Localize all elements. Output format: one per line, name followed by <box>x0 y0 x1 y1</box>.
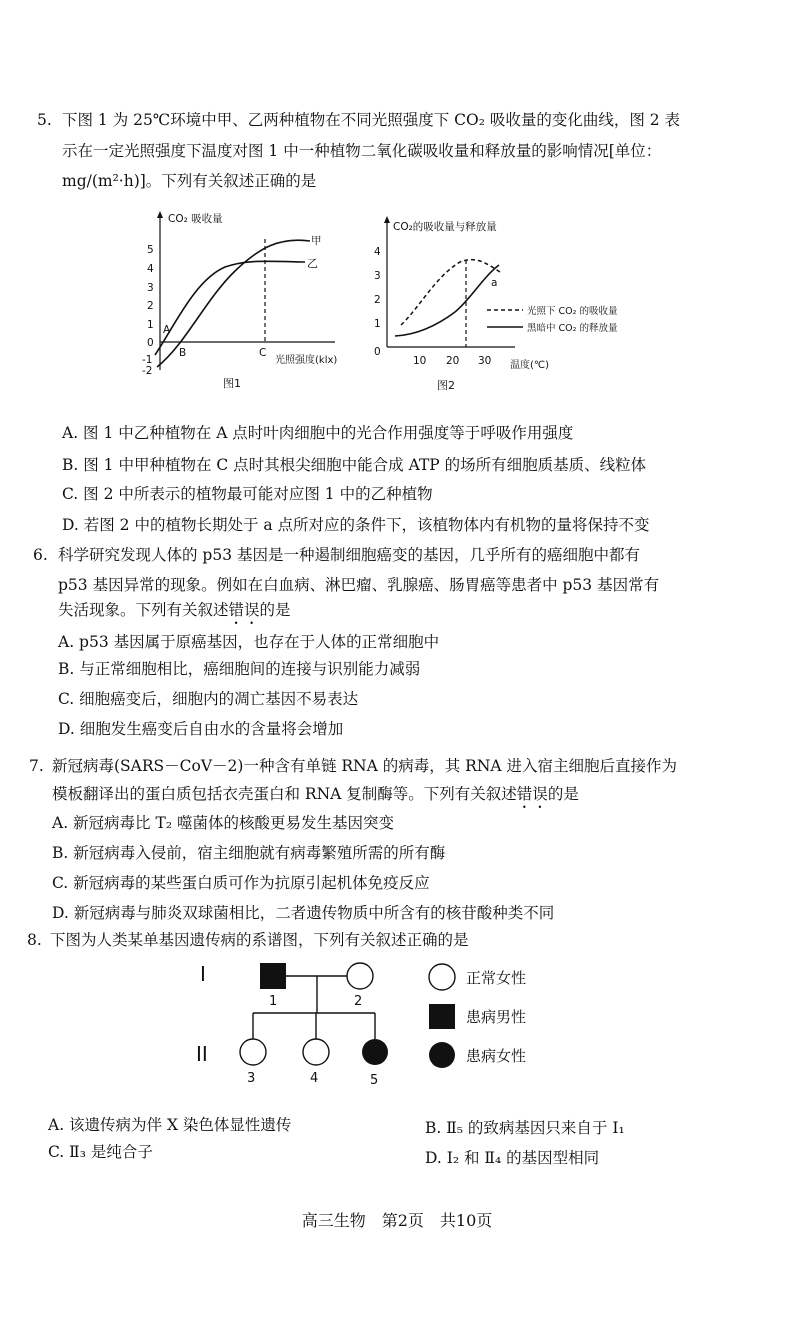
q6-emphasis-word: 错误 <box>228 601 260 619</box>
fig2-ytick: 1 <box>374 318 381 330</box>
figure-1-caption: 图1 <box>223 377 241 390</box>
question-5-stem-line-3: mg/(m²·h)]。下列有关叙述正确的是 <box>62 172 317 190</box>
legend-normal-female-symbol <box>429 964 455 990</box>
question-6-option-a: A. p53 基因属于原癌基因，也存在于人体的正常细胞中 <box>58 633 440 651</box>
figure-2-caption: 图2 <box>437 379 455 392</box>
person-ii-3-normal-female <box>240 1039 266 1065</box>
question-5-number: 5. <box>37 111 52 129</box>
fig2-legend-dashed: 光照下 CO₂ 的吸收量 <box>527 306 618 317</box>
question-5-option-a: A. 图 1 中乙种植物在 A 点时叶肉细胞中的光合作用强度等于呼吸作用强度 <box>62 424 574 442</box>
q7-line2-prefix: 模板翻译出的蛋白质包括衣壳蛋白和 RNA 复制酶等。下列有关叙述 <box>52 785 517 803</box>
fig1-label-jia: 甲 <box>311 235 322 247</box>
fig2-ytick: 3 <box>374 270 381 282</box>
generation-label-i: I <box>200 962 206 986</box>
q6-line3-prefix: 失活现象。下列有关叙述 <box>58 601 229 619</box>
question-7-option-d: D. 新冠病毒与肺炎双球菌相比，二者遗传物质中所含有的核苷酸种类不同 <box>52 904 555 922</box>
question-7-stem-line-1: 新冠病毒(SARS－CoV－2)一种含有单链 RNA 的病毒，其 RNA 进入宿主细胞后直接作为 <box>52 757 678 775</box>
person-ii-5-affected-female <box>362 1039 388 1065</box>
question-7-option-a: A. 新冠病毒比 T₂ 噬菌体的核酸更易发生基因突变 <box>52 814 394 832</box>
fig2-dark-release-curve <box>395 265 499 336</box>
question-6-stem-line-3 <box>58 599 291 628</box>
fig2-xtick: 30 <box>478 355 492 367</box>
legend-normal-female: 正常女性 <box>466 969 527 987</box>
question-7-stem-line-2 <box>52 783 579 812</box>
person-i-2-normal-female <box>347 963 373 989</box>
question-5-stem-line-1: 下图 1 为 25℃环境中甲、乙两种植物在不同光照强度下 CO₂ 吸收量的变化曲线，图 2 表 <box>62 111 681 129</box>
fig2-ytick: 4 <box>374 246 381 258</box>
question-6-option-c: C. 细胞癌变后，细胞内的凋亡基因不易表达 <box>58 690 359 708</box>
fig2-ytick: 0 <box>374 346 381 358</box>
question-6-stem-line-1: 科学研究发现人体的 p53 基因是一种遏制细胞癌变的基因，几乎所有的癌细胞中都有 <box>58 546 641 564</box>
question-8-option-a: A. 该遗传病为伴 X 染色体显性遗传 <box>48 1116 292 1134</box>
question-6-option-b: B. 与正常细胞相比，癌细胞间的连接与识别能力减弱 <box>58 660 421 678</box>
question-5-option-b: B. 图 1 中甲种植物在 C 点时其根尖细胞中能合成 ATP 的场所有细胞质基质、线粒体 <box>62 456 647 474</box>
question-7-option-c: C. 新冠病毒的某些蛋白质可作为抗原引起机体免疫反应 <box>52 874 430 892</box>
question-7-option-b: B. 新冠病毒入侵前，宿主细胞就有病毒繁殖所需的所有酶 <box>52 844 446 862</box>
question-6-option-d: D. 细胞发生癌变后自由水的含量将会增加 <box>58 720 344 738</box>
pedigree-chart <box>190 955 590 1090</box>
legend-affected-female-symbol <box>429 1042 455 1068</box>
person-number: 4 <box>310 1071 319 1086</box>
fig1-ytick: 5 <box>147 244 154 256</box>
person-number: 2 <box>354 994 363 1009</box>
figure-2-xlabel: 温度(℃) <box>510 360 550 371</box>
fig1-point-a: A <box>163 324 171 336</box>
question-5-option-c: C. 图 2 中所表示的植物最可能对应图 1 中的乙种植物 <box>62 485 433 503</box>
fig2-xtick: 20 <box>446 355 460 367</box>
question-7-number: 7. <box>29 757 44 775</box>
question-8-stem: 下图为人类某单基因遗传病的系谱图，下列有关叙述正确的是 <box>50 931 469 949</box>
question-8-number: 8. <box>27 931 42 949</box>
figure-1-chart <box>135 205 340 395</box>
fig1-ytick: 3 <box>147 282 154 294</box>
fig1-point-b: B <box>179 347 187 359</box>
legend-affected-male-symbol <box>429 1004 455 1029</box>
question-8-option-b: B. Ⅱ₅ 的致病基因只来自于 Ⅰ₁ <box>425 1119 625 1137</box>
person-number: 5 <box>370 1073 379 1088</box>
fig1-ytick: 2 <box>147 300 154 312</box>
question-5-stem-line-2: 示在一定光照强度下温度对图 1 中一种植物二氧化碳吸收量和释放量的影响情况[单位： <box>62 142 662 160</box>
person-number: 3 <box>247 1071 256 1086</box>
page-footer: 高三生物 第2页 共10页 <box>301 1211 493 1230</box>
person-i-1-affected-male <box>260 963 286 989</box>
question-6-number: 6. <box>33 546 48 564</box>
person-number: 1 <box>269 994 278 1009</box>
q6-line3-suffix: 的是 <box>259 601 291 619</box>
fig2-xtick: 10 <box>413 355 427 367</box>
figure-1-xlabel: 光照强度(klx) <box>275 355 338 366</box>
figure-2-ylabel: CO₂的吸收量与释放量 <box>393 221 497 233</box>
q7-emphasis-word: 错误 <box>516 785 548 803</box>
q7-line2-suffix: 的是 <box>547 785 579 803</box>
question-5-option-d: D. 若图 2 中的植物长期处于 a 点所对应的条件下，该植物体内有机物的量将保持不变 <box>62 516 650 534</box>
legend-affected-female: 患病女性 <box>466 1047 527 1065</box>
person-ii-4-normal-female <box>303 1039 329 1065</box>
fig2-legend-solid: 黑暗中 CO₂ 的释放量 <box>527 323 618 334</box>
question-6-stem-line-2: p53 基因异常的现象。例如在白血病、淋巴瘤、乳腺癌、肠胃癌等患者中 p53 基因常有 <box>58 576 660 594</box>
fig1-ytick: 4 <box>147 263 154 275</box>
legend-affected-male: 患病男性 <box>466 1008 527 1026</box>
question-8-option-c: C. Ⅱ₃ 是纯合子 <box>48 1143 153 1161</box>
generation-label-ii: II <box>196 1042 208 1066</box>
figure-2-chart <box>365 212 655 397</box>
fig1-ytick: 1 <box>147 319 154 331</box>
fig1-point-c: C <box>259 347 267 359</box>
figure-1-ylabel: CO₂ 吸收量 <box>168 213 223 225</box>
fig2-ytick: 2 <box>374 294 381 306</box>
fig1-ytick: -1 <box>142 354 153 366</box>
fig2-point-a: a <box>491 277 498 289</box>
fig1-label-yi: 乙 <box>307 257 318 270</box>
fig1-ytick: -2 <box>142 365 153 377</box>
question-8-option-d: D. Ⅰ₂ 和 Ⅱ₄ 的基因型相同 <box>425 1149 600 1167</box>
fig1-ytick: 0 <box>147 337 154 349</box>
